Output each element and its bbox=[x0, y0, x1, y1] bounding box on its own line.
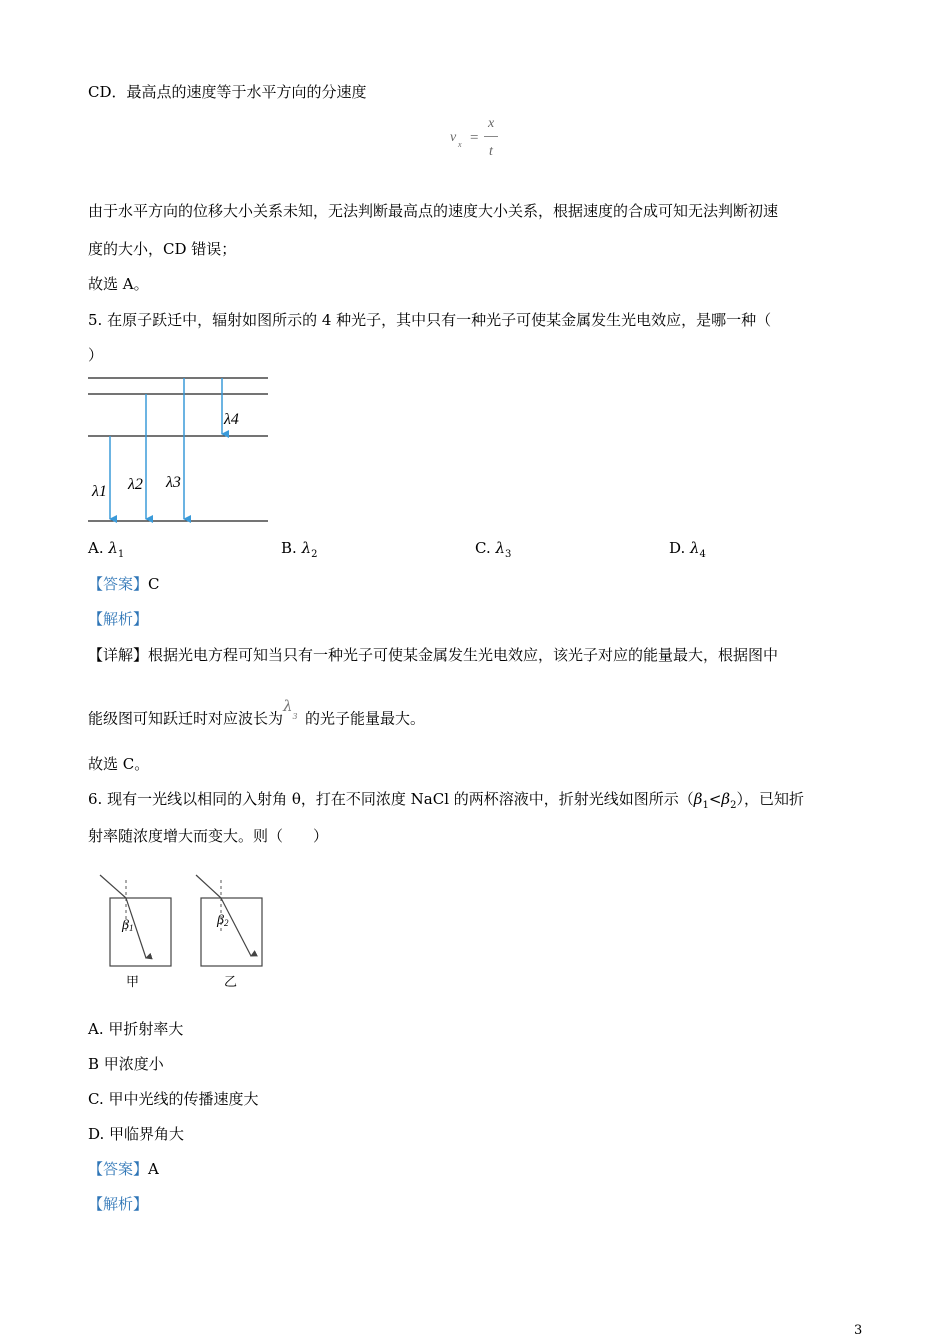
option-6a: A. 甲折射率大 bbox=[88, 1020, 184, 1038]
option-b: B. $\lambda_2$ bbox=[281, 539, 318, 560]
inline-lambda: $\lambda_3$ bbox=[283, 697, 298, 721]
answer-5: 【答案】C bbox=[88, 575, 160, 593]
text-line: 故选 A。 bbox=[88, 275, 149, 293]
label-jia: 甲 bbox=[126, 975, 140, 990]
analysis-5: 【解析】 bbox=[88, 610, 149, 628]
detail-5-cont: 能级图可知跃迁时对应波长为$\lambda_3$ 的光子能量最大。 bbox=[88, 706, 425, 733]
text-line: CD．最高点的速度等于水平方向的分速度 bbox=[88, 83, 367, 101]
beaker-right bbox=[201, 898, 262, 966]
energy-level-diagram bbox=[86, 372, 272, 530]
incident-ray bbox=[100, 875, 126, 898]
refraction-diagram bbox=[96, 872, 276, 996]
beta-label: β1 bbox=[122, 918, 134, 933]
lambda-label: λ2 bbox=[128, 476, 143, 493]
option-6d: D. 甲临界角大 bbox=[88, 1125, 185, 1143]
velocity-formula: v x = x t bbox=[448, 118, 508, 168]
option-6c: C. 甲中光线的传播速度大 bbox=[88, 1090, 259, 1108]
question-5-stem: 5. 在原子跃迁中，辐射如图所示的 4 种光子，其中只有一种光子可使某金属发生光电效应，是哪一种（ bbox=[88, 311, 772, 329]
question-6-stem: 6. 现有一光线以相同的入射角 θ，打在不同浓度 NaCl 的两杯溶液中，折射光线如图所示$(\beta_1<\beta_2)$，已知折 bbox=[88, 790, 804, 811]
text-line: 由于水平方向的位移大小关系未知，无法判断最高点的速度大小关系，根据速度的合成可知无法判断初速 bbox=[88, 202, 779, 220]
analysis-6: 【解析】 bbox=[88, 1195, 149, 1213]
answer-6: 【答案】A bbox=[88, 1160, 159, 1178]
beaker-left bbox=[110, 898, 171, 966]
option-6b: B 甲浓度小 bbox=[88, 1055, 164, 1073]
detail-5: 【详解】根据光电方程可知当只有一种光子可使某金属发生光电效应，该光子对应的能量最大，根据图中 bbox=[88, 646, 779, 664]
option-c: C. $\lambda_3$ bbox=[475, 539, 512, 560]
question-5-paren: ） bbox=[88, 346, 104, 364]
option-a: A. $\lambda_1$ bbox=[88, 539, 125, 560]
label-yi: 乙 bbox=[224, 975, 238, 990]
page-number: 3 bbox=[854, 1323, 863, 1338]
lambda-label: λ1 bbox=[92, 483, 107, 500]
question-6-stem-cont: 射率随浓度增大而变大。则（ ） bbox=[88, 827, 329, 845]
lambda-label: λ3 bbox=[166, 474, 181, 491]
text-line: 度的大小，CD 错误； bbox=[88, 240, 237, 258]
text-line: 故选 C。 bbox=[88, 755, 150, 773]
incident-ray bbox=[196, 875, 221, 898]
beta-label: β2 bbox=[217, 913, 229, 928]
option-d: D. $\lambda_4$ bbox=[669, 539, 706, 560]
lambda-label: λ4 bbox=[224, 411, 239, 428]
